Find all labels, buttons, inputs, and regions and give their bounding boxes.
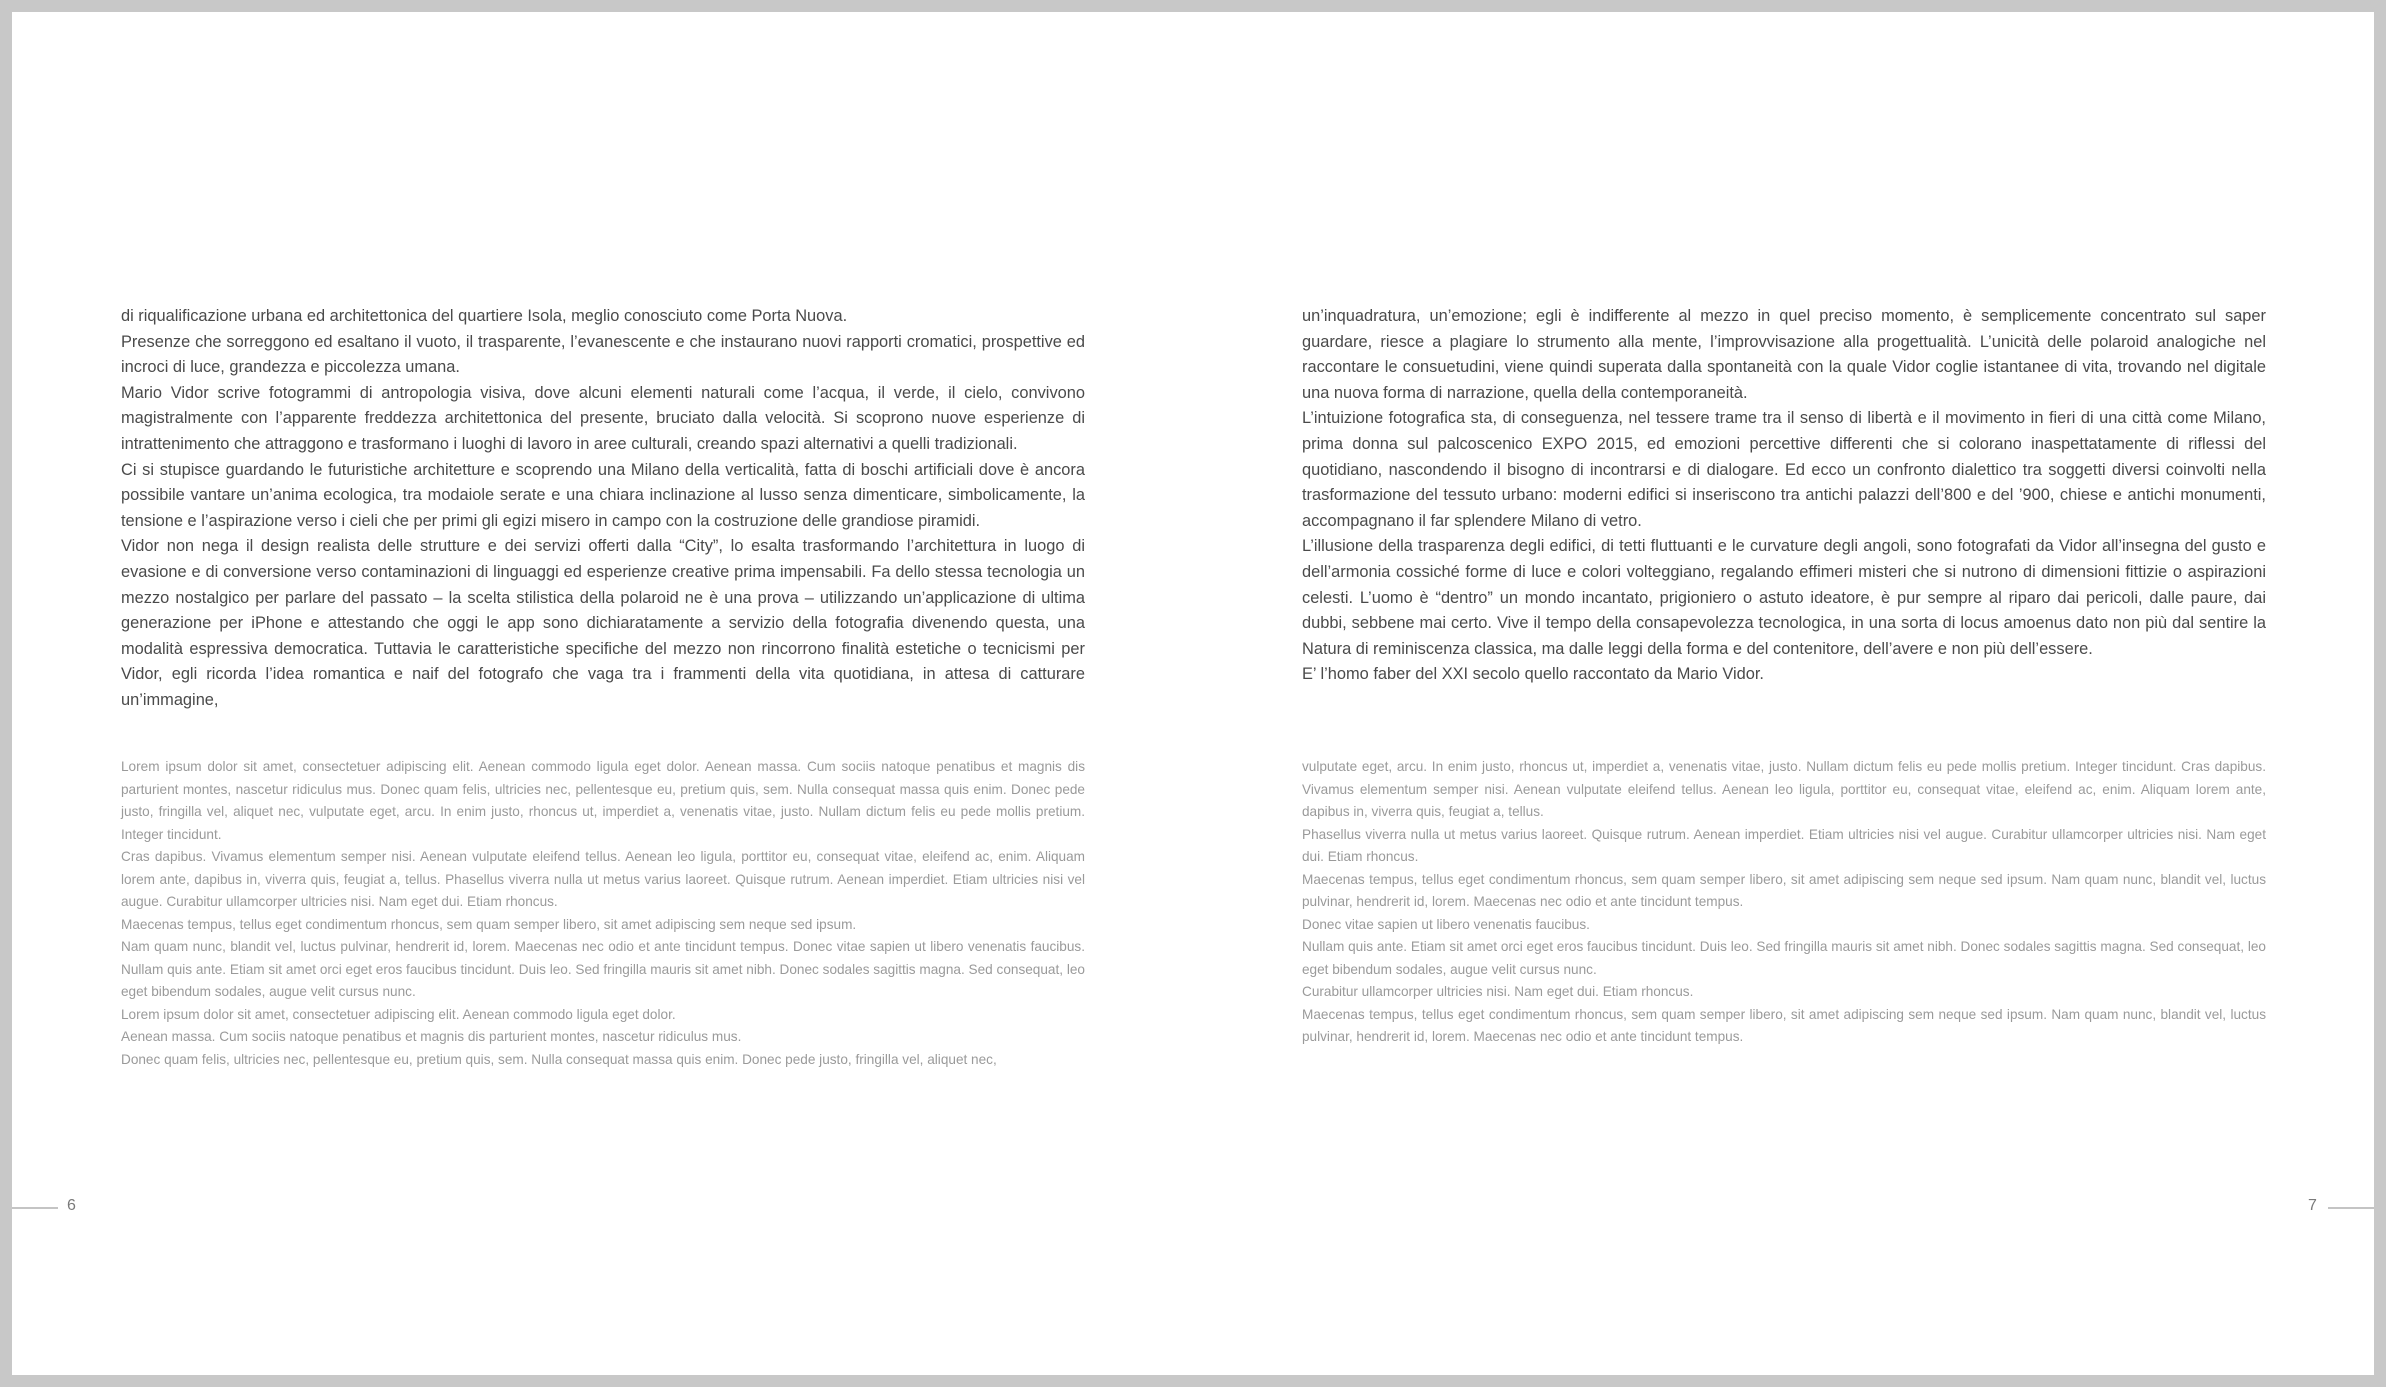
page-number-left: 6 [67,1197,76,1214]
placeholder-paragraph: Aenean massa. Cum sociis natoque penatibus et magnis dis parturient montes, nascetur ridiculus mus. [121,1029,742,1044]
placeholder-paragraph: Donec quam felis, ultricies nec, pellentesque eu, pretium quis, sem. Nulla consequat massa quis enim. Donec pede justo, fringilla vel, aliquet nec, [121,1051,997,1067]
page-number-rule-left [12,1207,58,1209]
paragraph: Presenze che sorreggono ed esaltano il vuoto, il trasparente, l’evanescente e che instaurano nuovi rapporti cromatici, prospettive ed incroci di luce, grandezza e piccolezza umana. [121,332,1085,377]
page-number-rule-right [2328,1207,2374,1209]
paragraph: Ci si stupisce guardando le futuristiche architetture e scoprendo una Milano della verticalità, fatta di boschi artificiali dove è ancora possibile vantare un’anima ecologica, tra modaiole serate e una chiara inclinazione al lusso senza dimenticare, simbolicamente, la tensione e l’aspirazione verso i cieli che per primi gli egizi misero in campo con la costruzione delle grandiose piramidi. [121,460,1085,530]
right-page-body-text [1302,304,2266,688]
paragraph: E’ l’homo faber del XXI secolo quello raccontato da Mario Vidor. [1302,665,1764,684]
placeholder-paragraph: Nullam quis ante. Etiam sit amet orci eget eros faucibus tincidunt. Duis leo. Sed fringilla mauris sit amet nibh. Donec sodales sagittis magna. Sed consequat, leo eget bibendum sodales, augue velit cursus nunc. [1302,939,2266,977]
left-page-placeholder-text [121,756,1085,1071]
paragraph: di riqualificazione urbana ed architettonica del quartiere Isola, meglio conosciuto come Porta Nuova. [121,307,848,325]
placeholder-paragraph: Lorem ipsum dolor sit amet, consectetuer adipiscing elit. Aenean commodo ligula eget dolor. Aenean massa. Cum sociis natoque penatibus et magnis dis parturient montes, nascetur ridiculus mus. Donec quam felis, ultricies nec, pellentesque eu, pretium quis, sem. Nulla consequat massa quis enim. Donec pede justo, fringilla vel, aliquet nec, vulputate eget, arcu. In enim justo, rhoncus ut, imperdiet a, venenatis vitae, justo. Nullam dictum felis eu pede mollis pretium. Integer tincidunt. [121,759,1085,842]
placeholder-paragraph: Donec vitae sapien ut libero venenatis faucibus. [1302,916,1590,932]
paragraph: Mario Vidor scrive fotogrammi di antropologia visiva, dove alcuni elementi naturali come l’acqua, il verde, il cielo, convivono magistralmente con l’apparente freddezza architettonica del presente, bruciato dalla velocità. Si scoprono nuove esperienze di intrattenimento che attraggono e trasformano i luoghi di lavoro in aree culturali, creando spazi alternativi a quelli tradizionali. [121,383,1085,453]
paragraph: L’intuizione fotografica sta, di conseguenza, nel tessere trame tra il senso di libertà e il movimento in fieri di una città come Milano, prima donna sul palcoscenico EXPO 2015, ed emozioni percettive differenti che si colorano inaspettatamente di riflessi del quotidiano, nascondendo il bisogno di incontrarsi e di dialogare. Ed ecco un confronto dialettico tra soggetti diversi coinvolti nella trasformazione del tessuto urbano: moderni edifici si inseriscono tra antichi palazzi dell’800 e del ’900, chiese e antichi monumenti, accompagnano il far splendere Milano di vetro. [1302,409,2266,530]
placeholder-paragraph: Nam quam nunc, blandit vel, luctus pulvinar, hendrerit id, lorem. Maecenas nec odio et ante tincidunt tempus. Donec vitae sapien ut libero venenatis faucibus. Nullam quis ante. Etiam sit amet orci eget eros faucibus tincidunt. Duis leo. Sed fringilla mauris sit amet nibh. Donec sodales sagittis magna. Sed consequat, leo eget bibendum sodales, augue velit cursus nunc. [121,939,1085,999]
placeholder-paragraph: Cras dapibus. Vivamus elementum semper nisi. Aenean vulputate eleifend tellus. Aenean leo ligula, porttitor eu, consequat vitae, eleifend ac, enim. Aliquam lorem ante, dapibus in, viverra quis, feugiat a, tellus. Phasellus viverra nulla ut metus varius laoreet. Quisque rutrum. Aenean imperdiet. Etiam ultricies nisi vel augue. Curabitur ullamcorper ultricies nisi. Nam eget dui. Etiam rhoncus. [121,849,1085,909]
left-page-body-text [121,304,1085,714]
right-page-placeholder-text [1302,756,2266,1049]
paragraph: un’inquadratura, un’emozione; egli è indifferente al mezzo in quel preciso momento, è semplicemente concentrato sul saper guardare, riesce a plagiare lo strumento alla mente, l’improvvisazione alla progettualità. L’unicità delle polaroid analogiche nel raccontare le consuetudini, viene quindi superata dalla spontaneità con la quale Vidor coglie istantanee di vita, trovando nel digitale una nuova forma di narrazione, quella della contemporaneità. [1302,307,2266,402]
placeholder-paragraph: Maecenas tempus, tellus eget condimentum rhoncus, sem quam semper libero, sit amet adipiscing sem neque sed ipsum. Nam quam nunc, blandit vel, luctus pulvinar, hendrerit id, lorem. Maecenas nec odio et ante tincidunt tempus. [1302,1006,2266,1044]
placeholder-paragraph: vulputate eget, arcu. In enim justo, rhoncus ut, imperdiet a, venenatis vitae, justo. Nullam dictum felis eu pede mollis pretium. Integer tincidunt. Cras dapibus. Vivamus elementum semper nisi. Aenean vulputate eleifend tellus. Aenean leo ligula, porttitor eu, consequat vitae, eleifend ac, enim. Aliquam lorem ante, dapibus in, viverra quis, feugiat a, tellus. [1302,759,2266,819]
book-spread [12,12,2374,1375]
placeholder-paragraph: Maecenas tempus, tellus eget condimentum rhoncus, sem quam semper libero, sit amet adipiscing sem neque sed ipsum. [121,916,857,932]
placeholder-paragraph: Phasellus viverra nulla ut metus varius laoreet. Quisque rutrum. Aenean imperdiet. Etiam ultricies nisi vel augue. Curabitur ullamcorper ultricies nisi. Nam eget dui. Etiam rhoncus. [1302,826,2266,864]
placeholder-paragraph: Maecenas tempus, tellus eget condimentum rhoncus, sem quam semper libero, sit amet adipiscing sem neque sed ipsum. Nam quam nunc, blandit vel, luctus pulvinar, hendrerit id, lorem. Maecenas nec odio et ante tincidunt tempus. [1302,871,2266,909]
paragraph: Vidor non nega il design realista delle strutture e dei servizi offerti dalla “City”, lo esalta trasformando l’architettura in luogo di evasione e di conversione verso contaminazioni di linguaggi ed esperienze creative prima impensabili. Fa dello stessa tecnologia un mezzo nostalgico per parlare del passato – la scelta stilistica della polaroid ne è una prova – utilizzando un’applicazione di ultima generazione per iPhone e attestando che oggi le app sono dichiaratamente a servizio della fotografia divenendo questa, una modalità espressiva democratica. Tuttavia le caratteristiche specifiche del mezzo non rincorrono finalità estetiche o tecnicismi per Vidor, egli ricorda l’idea romantica e naif del fotografo che vaga tra i frammenti della vita quotidiana, in attesa di catturare un’immagine, [121,537,1085,709]
page-number-right: 7 [2308,1197,2317,1214]
placeholder-paragraph: Lorem ipsum dolor sit amet, consectetuer adipiscing elit. Aenean commodo ligula eget dolor. [121,1006,676,1022]
placeholder-paragraph: Curabitur ullamcorper ultricies nisi. Nam eget dui. Etiam rhoncus. [1302,984,1694,999]
paragraph: L’illusione della trasparenza degli edifici, di tetti fluttuanti e le curvature degli angoli, sono fotografati da Vidor all’insegna del gusto e dell’armonia cossiché forme di luce e colori volteggiano, regalando effimeri misteri che si nutrono di dimensioni fittizie o aspirazioni celesti. L’uomo è “dentro” un mondo incantato, prigioniero o astuto ideatore, è pur sempre al riparo dai pericoli, dalle paure, dai dubbi, sebbene mai certo. Vive il tempo della consapevolezza tecnologica, in una sorta di locus amoenus dato non più dal sentire la Natura di reminiscenza classica, ma dalle leggi della forma e del contenitore, dell’avere e non più dell’essere. [1302,537,2266,658]
